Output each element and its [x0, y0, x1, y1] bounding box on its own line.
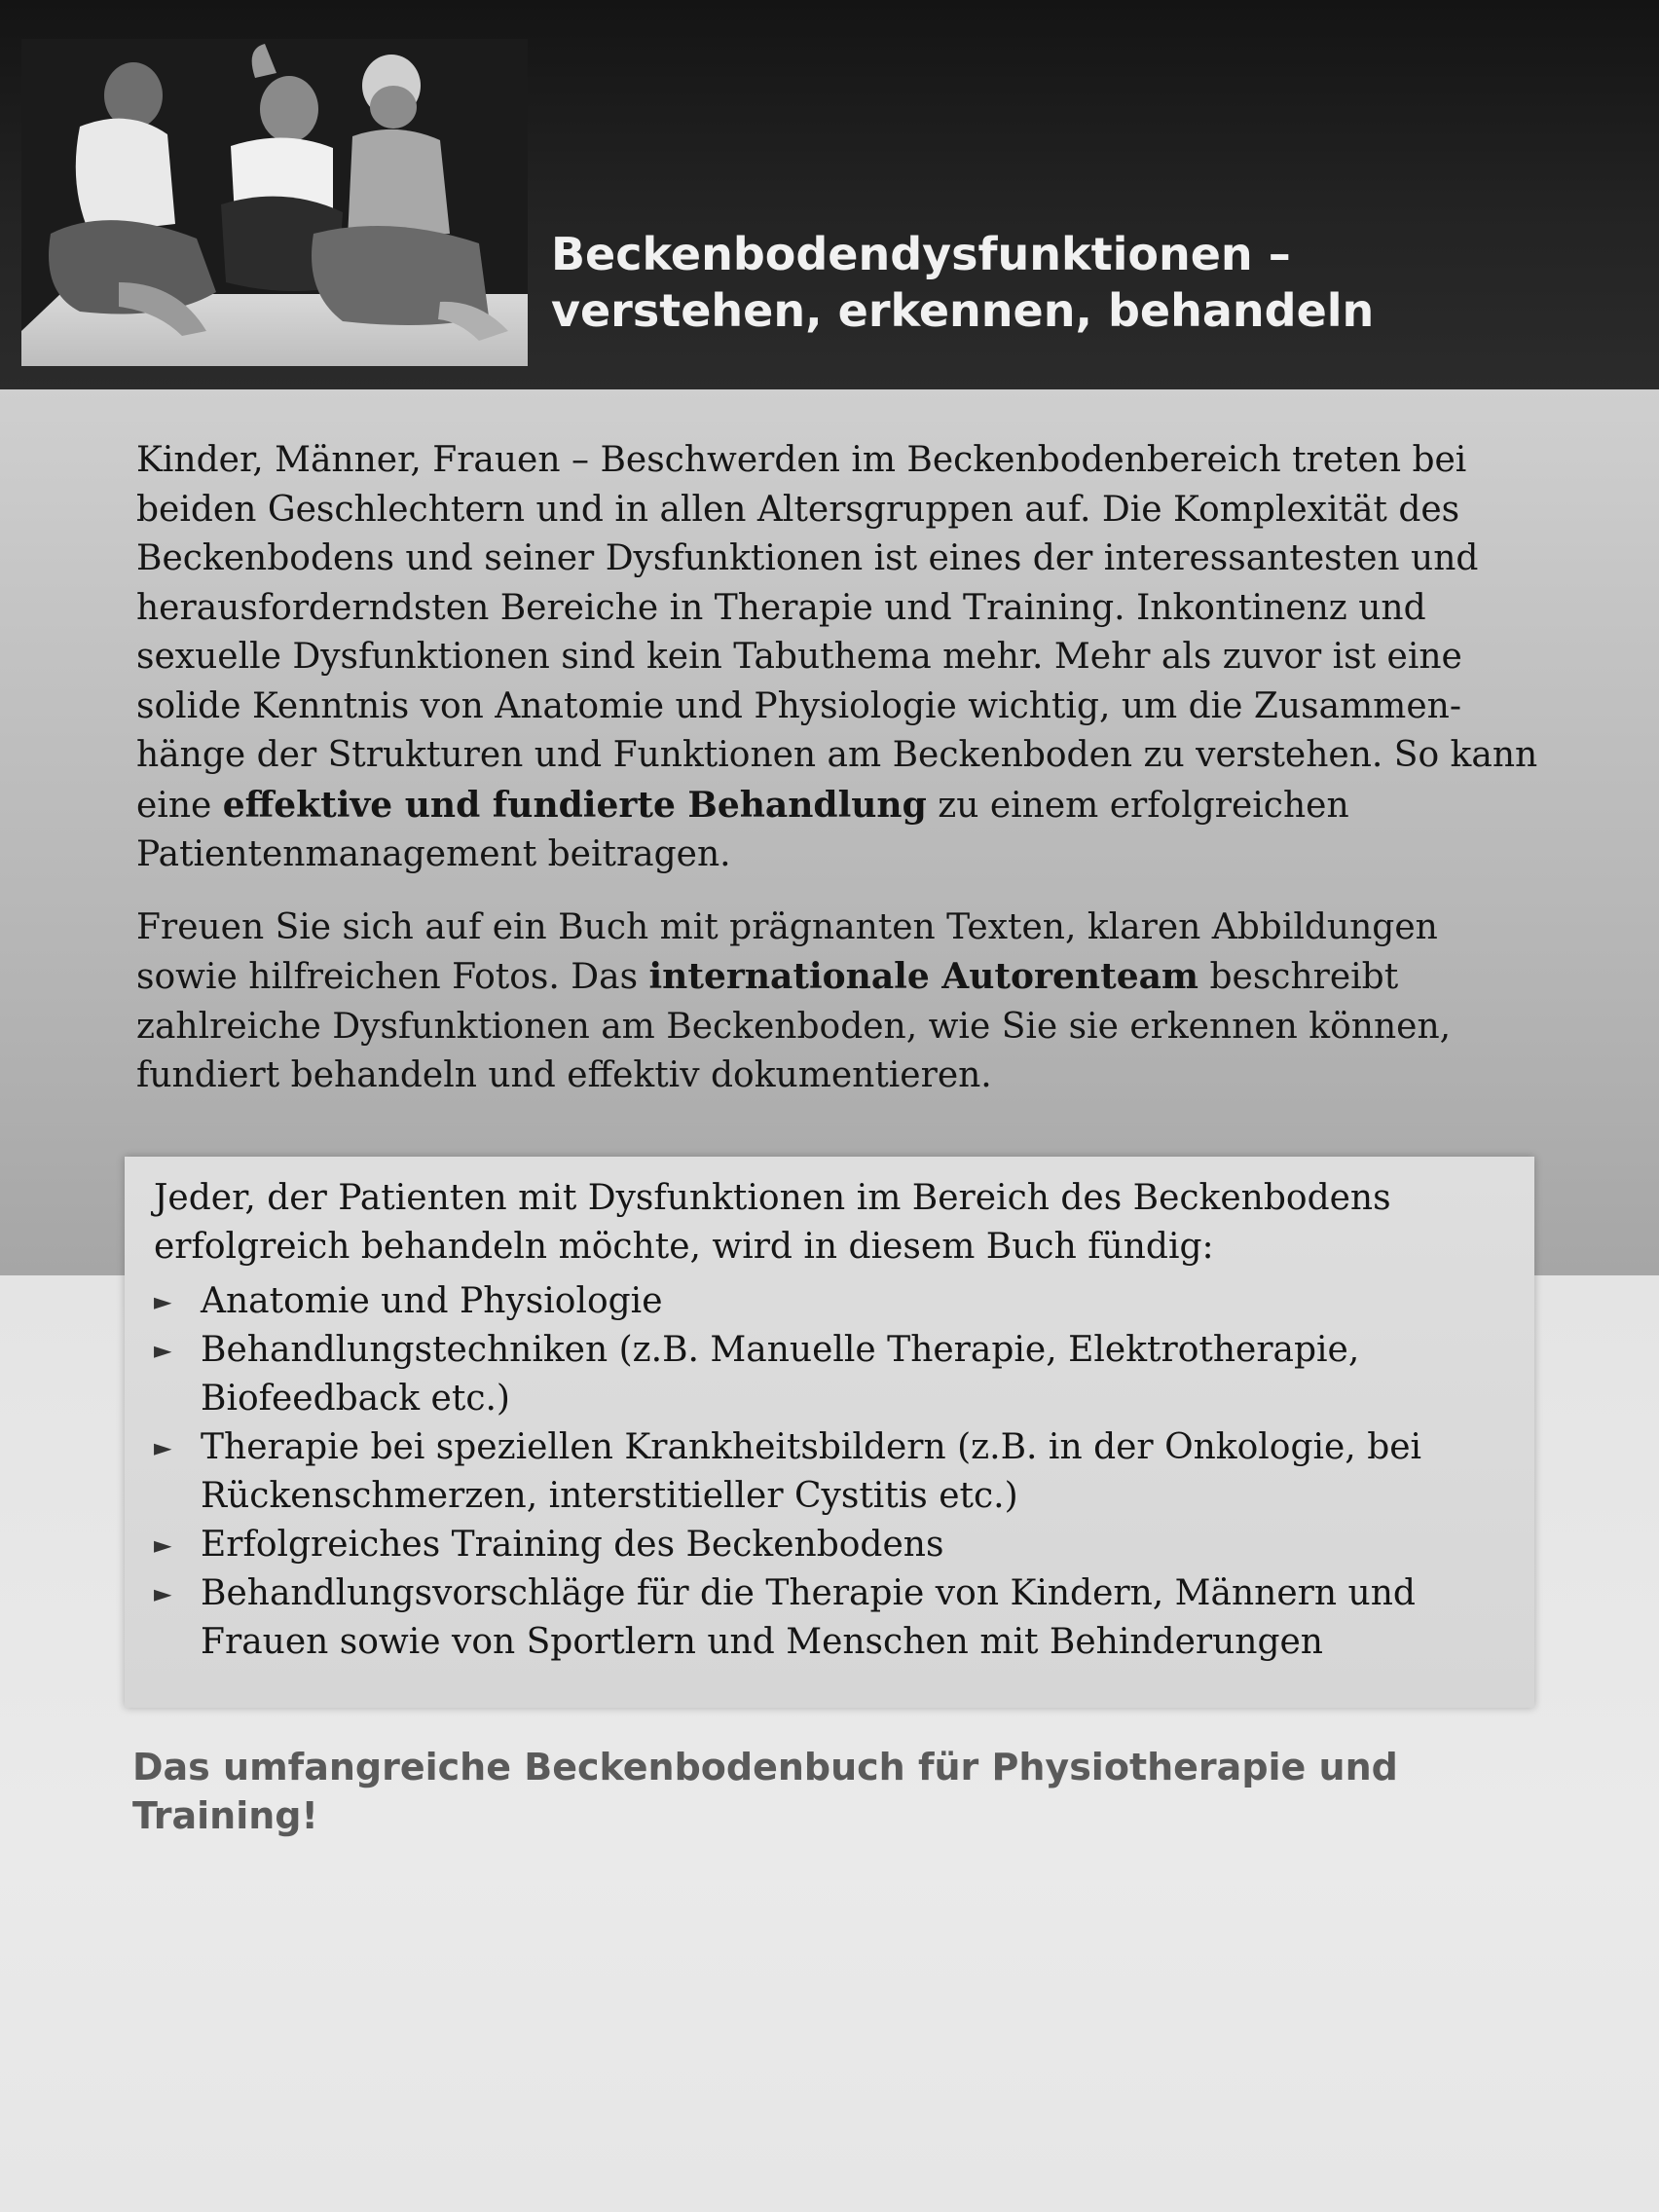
arrow-bullet-icon: ►	[154, 1434, 172, 1461]
list-item-text: Erfolgreiches Training des Beckenbodens	[201, 1525, 944, 1565]
list-item	[154, 1423, 1501, 1521]
arrow-bullet-icon: ►	[154, 1288, 172, 1315]
intro-text	[136, 436, 1538, 1124]
intro-p2-text-b: beschreibt zahlreiche Dysfunktionen am Beckenboden, wie Sie sie erkennen können, fundiert behandeln und effektiv dokumentieren.	[136, 957, 1452, 1095]
list-item	[154, 1569, 1501, 1667]
intro-p2-bold: internationale Autorenteam	[648, 956, 1199, 997]
intro-p2-text-a: Freuen Sie sich auf ein Buch mit prägnanten Texten, klaren Abbildungen sowie hilfreichen Fotos. Das	[136, 906, 1438, 997]
intro-p1-text-a: Kinder, Männer, Frauen – Beschwerden im Beckenbodenbereich treten bei beiden Geschlechtern und in allen Altersgruppen auf. Die Komplexität des Beckenbodens und seiner Dysfunktionen ist eines der interessantesten und herausforderndsten Bereiche in Therapie und Training. Inkontinenz und sexuelle Dysfunktionen sind kein Tabuthema mehr. Mehr als zuvor ist eine solide Kenntnis von Anatomie und Physiologie wichtig, um die Zusammenhänge der Strukturen und Funktionen am Beckenboden zu verstehen. So kann eine	[136, 440, 1538, 826]
list-item-text: Behandlungsvorschläge für die Therapie von Kindern, Männern und Frauen sowie von Sportlern und Menschen mit Behinderungen	[201, 1573, 1416, 1662]
intro-p1-text-b: zu einem erfolgreichen Patientenmanagement beitragen.	[136, 785, 1349, 874]
intro-p1-bold: effektive und fundierte Behandlung	[222, 784, 927, 826]
list-item	[154, 1277, 1501, 1326]
tagline: Das umfangreiche Beckenbodenbuch für Physiotherapie und Training!	[132, 1746, 1398, 1837]
list-item-text: Behandlungstechniken (z.B. Manuelle Therapie, Elektrotherapie, Biofeedback etc.)	[201, 1330, 1360, 1419]
arrow-bullet-icon: ►	[154, 1580, 172, 1607]
book-title-line-1: Beckenbodendysfunktionen –	[551, 228, 1291, 280]
list-item-text: Therapie bei speziellen Krankheitsbildern (z.B. in der Onkologie, bei Rückenschmerzen, interstitieller Cystitis etc.)	[201, 1427, 1422, 1516]
list-item	[154, 1521, 1501, 1569]
box-intro-text: Jeder, der Patienten mit Dysfunktionen im Bereich des Beckenbodens erfolgreich behandeln möchte, wird in diesem Buch fündig:	[154, 1178, 1391, 1267]
arrow-bullet-icon: ►	[154, 1531, 172, 1559]
highlight-box	[125, 1157, 1534, 1708]
feature-list	[154, 1277, 1501, 1667]
intro-paragraph-1	[136, 436, 1538, 880]
book-title	[551, 226, 1622, 339]
header-band	[0, 0, 1659, 389]
list-item-text: Anatomie und Physiologie	[201, 1281, 663, 1321]
three-women-sitting-photo	[21, 39, 528, 366]
book-title-line-2: verstehen, erkennen, behandeln	[551, 284, 1375, 337]
arrow-bullet-icon: ►	[154, 1337, 172, 1364]
intro-paragraph-2	[136, 903, 1538, 1101]
list-item	[154, 1326, 1501, 1423]
